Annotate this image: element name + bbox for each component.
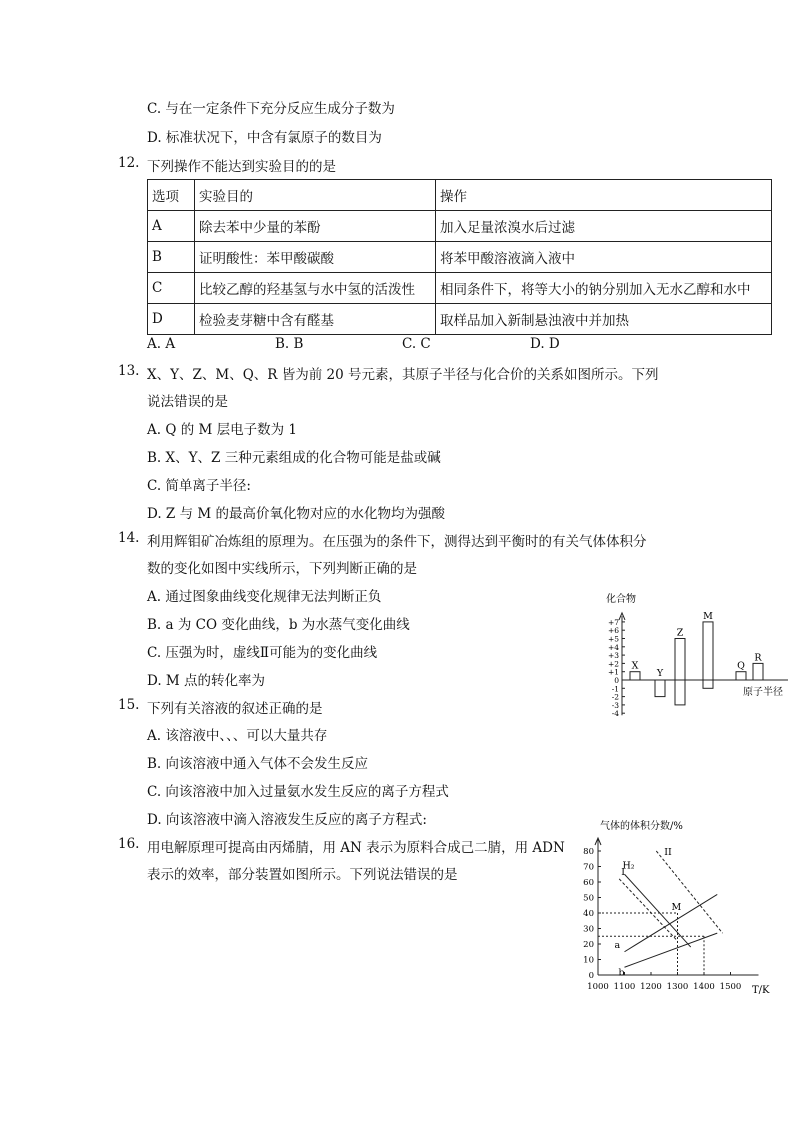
q12-number: 12. bbox=[118, 155, 140, 171]
table-cell: A bbox=[148, 211, 195, 242]
chart2-series-line bbox=[625, 933, 718, 967]
chart1-bar-positive bbox=[703, 622, 713, 680]
chart1-y-tick-label: +5 bbox=[607, 634, 619, 644]
chart1-y-tick-label: +1 bbox=[607, 667, 619, 677]
gas-fraction-chart bbox=[552, 815, 782, 1000]
q13-stem-line1: X、Y、Z、M、Q、R 皆为前 20 号元素，其原子半径与化合价的关系如图所示。下列 bbox=[147, 367, 659, 383]
chart2-x-tick-label: 1400 bbox=[693, 982, 715, 992]
chart1-bar-label: X bbox=[631, 660, 639, 672]
q14-option-d: D. M 点的转化率为 bbox=[147, 673, 266, 689]
q13-option-d: D. Z 与 M 的最高价氧化物对应的水化物均为强酸 bbox=[147, 506, 446, 522]
table-cell: 比较乙醇的羟基氢与水中氢的活泼性 bbox=[195, 273, 436, 304]
table-row bbox=[148, 304, 772, 335]
chart1-y-tick-label: +7 bbox=[607, 617, 619, 627]
chart2-y-tick-label: 50 bbox=[583, 893, 594, 904]
chart1-y-tick-label: +6 bbox=[607, 626, 619, 636]
q14-option-b: B. a 为 CO 变化曲线，b 为水蒸气变化曲线 bbox=[147, 617, 410, 633]
q12-stem: 下列操作不能达到实验目的的是 bbox=[147, 159, 336, 175]
q13-option-c: C. 简单离子半径: bbox=[147, 478, 251, 494]
chart2-x-tick-label: 1000 bbox=[587, 982, 609, 992]
chart1-y-tick-label: -3 bbox=[611, 700, 619, 710]
chart1-bar-label: M bbox=[703, 610, 713, 622]
chart1-ylabel: 化合物 bbox=[606, 594, 636, 605]
table-cell: 加入足量浓溴水后过滤 bbox=[436, 211, 772, 242]
chart1-bar-positive bbox=[736, 672, 746, 680]
chart2-y-tick-label: 60 bbox=[583, 878, 594, 888]
chart2-y-tick-label: 30 bbox=[583, 924, 594, 935]
chart2-series-label: II bbox=[664, 847, 672, 858]
q16-stem-line2: 表示的效率，部分装置如图所示。下列说法错误的是 bbox=[147, 867, 458, 883]
chart2-x-tick-label: 1100 bbox=[613, 982, 636, 992]
table-cell: 证明酸性：苯甲酸碳酸 bbox=[195, 242, 436, 273]
q12-choice-a: A. A bbox=[147, 336, 176, 352]
chart1-bar-positive bbox=[630, 672, 640, 680]
chart2-y-tick-label: 70 bbox=[583, 862, 594, 873]
q11-option-c: C. 与在一定条件下充分反应生成分子数为 bbox=[147, 101, 395, 117]
q15-number: 15. bbox=[118, 697, 140, 713]
table-header-cell: 操作 bbox=[436, 180, 772, 211]
table-header-cell: 实验目的 bbox=[195, 180, 436, 211]
chart2-point-label: M bbox=[671, 902, 682, 913]
table-header-row bbox=[148, 180, 772, 211]
chart2-series-label: b bbox=[618, 967, 625, 979]
q12-choice-b: B. B bbox=[275, 336, 304, 352]
table-header-cell: 选项 bbox=[148, 180, 195, 211]
q14-option-a: A. 通过图象曲线变化规律无法判断正负 bbox=[147, 589, 382, 605]
q15-stem: 下列有关溶液的叙述正确的是 bbox=[147, 701, 323, 717]
q15-option-d: D. 向该溶液中滴入溶液发生反应的离子方程式: bbox=[147, 812, 427, 828]
chart1-bar-negative bbox=[703, 680, 713, 688]
chart1-y-tick-label: +4 bbox=[607, 642, 619, 652]
q13-stem-line2: 说法错误的是 bbox=[147, 394, 228, 410]
chart1-bar-label: Z bbox=[676, 627, 684, 639]
chart1-y-tick-label: -2 bbox=[611, 692, 619, 702]
q16-number: 16. bbox=[118, 836, 140, 852]
chart2-x-tick-label: 1200 bbox=[640, 982, 662, 992]
q12-choice-d: D. D bbox=[530, 336, 560, 352]
chart1-bar-negative bbox=[675, 680, 685, 705]
chart2-x-tick-label: 1500 bbox=[719, 982, 742, 992]
chart2-series-label: I bbox=[621, 866, 625, 878]
valence-radius-chart bbox=[600, 588, 794, 728]
table-cell: C bbox=[148, 273, 195, 304]
chart2-y-tick-label: 40 bbox=[583, 909, 594, 919]
q13-option-a: A. Q 的 M 层电子数为 1 bbox=[147, 422, 297, 438]
chart1-bar-negative bbox=[655, 680, 665, 697]
q14-option-c: C. 压强为时，虚线Ⅱ可能为的变化曲线 bbox=[147, 645, 378, 661]
chart1-bar-label: R bbox=[754, 652, 762, 664]
chart1-y-tick-label: +3 bbox=[607, 651, 619, 661]
chart1-bar-label: Y bbox=[656, 668, 664, 679]
chart2-y-tick-label: 0 bbox=[588, 971, 594, 981]
table-cell: D bbox=[148, 304, 195, 335]
chart2-series-label: H₂ bbox=[622, 860, 635, 872]
chart2-xlabel: T/K bbox=[752, 985, 770, 996]
chart2-series-label: a bbox=[614, 939, 621, 951]
table-cell: 检验麦芽糖中含有醛基 bbox=[195, 304, 436, 335]
table-cell: 除去苯中少量的苯酚 bbox=[195, 211, 436, 242]
chart2-title: 气体的体积分数/% bbox=[600, 821, 683, 832]
chart1-y-tick-label: +2 bbox=[607, 659, 619, 669]
table-cell: 将苯甲酸溶液滴入液中 bbox=[436, 242, 772, 273]
chart1-xlabel: 原子半径 bbox=[743, 687, 783, 698]
table-cell: 相同条件下，将等大小的钠分别加入无水乙醇和水中 bbox=[436, 273, 772, 304]
chart2-y-tick-label: 20 bbox=[583, 940, 594, 950]
chart1-y-tick-label: -4 bbox=[611, 709, 619, 719]
q12-choice-c: C. C bbox=[402, 336, 431, 352]
table-row bbox=[148, 211, 772, 242]
q16-stem-line1: 用电解原理可提高由丙烯腈，用 AN 表示为原料合成己二腈，用 ADN bbox=[147, 840, 565, 856]
q12-table bbox=[147, 179, 772, 335]
q15-option-a: A. 该溶液中、、、可以大量共存 bbox=[147, 728, 328, 744]
q15-option-c: C. 向该溶液中加入过量氨水发生反应的离子方程式 bbox=[147, 784, 449, 800]
chart2-series-line bbox=[619, 879, 677, 941]
q13-option-b: B. X、Y、Z 三种元素组成的化合物可能是盐或碱 bbox=[147, 450, 441, 466]
q13-number: 13. bbox=[118, 363, 140, 379]
table-cell: B bbox=[148, 242, 195, 273]
chart1-bar-label: Q bbox=[737, 660, 745, 672]
chart2-x-tick-label: 1300 bbox=[666, 982, 689, 992]
chart2-y-tick-label: 80 bbox=[583, 847, 594, 857]
table-row bbox=[148, 273, 772, 304]
chart1-bar-positive bbox=[753, 663, 763, 680]
table-row bbox=[148, 242, 772, 273]
chart1-bar-positive bbox=[675, 639, 685, 681]
q15-option-b: B. 向该溶液中通入气体不会发生反应 bbox=[147, 756, 369, 772]
chart1-y-tick-label: -1 bbox=[611, 684, 619, 694]
q14-stem-line1: 利用辉钼矿冶炼组的原理为。在压强为的条件下，测得达到平衡时的有关气体体积分 bbox=[147, 534, 647, 550]
q14-number: 14. bbox=[118, 530, 140, 546]
chart1-y-tick-label: 0 bbox=[614, 676, 619, 685]
table-cell: 取样品加入新制悬浊液中并加热 bbox=[436, 304, 772, 335]
q11-option-d: D. 标准状况下，中含有氯原子的数目为 bbox=[147, 130, 382, 146]
q14-stem-line2: 数的变化如图中实线所示，下列判断正确的是 bbox=[147, 561, 417, 577]
chart2-y-tick-label: 10 bbox=[583, 955, 594, 966]
